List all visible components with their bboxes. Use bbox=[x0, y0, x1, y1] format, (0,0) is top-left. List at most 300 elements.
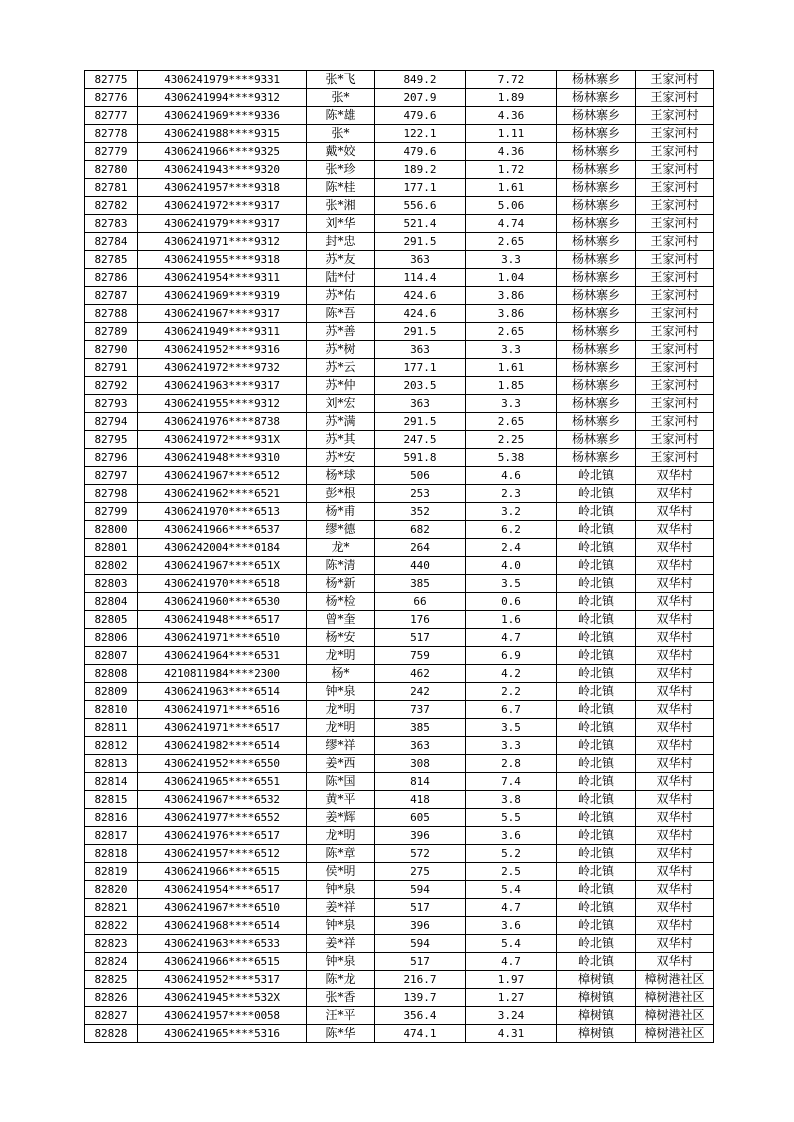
township-cell: 岭北镇 bbox=[557, 593, 636, 611]
id-number-cell: 4306241957****9318 bbox=[138, 179, 307, 197]
name-cell: 苏*佑 bbox=[307, 287, 375, 305]
id-number-cell: 4306241972****931X bbox=[138, 431, 307, 449]
row-number-cell: 82782 bbox=[85, 197, 138, 215]
amount-cell: 424.6 bbox=[375, 305, 466, 323]
area-cell: 3.24 bbox=[466, 1007, 557, 1025]
township-cell: 樟树镇 bbox=[557, 971, 636, 989]
area-cell: 2.65 bbox=[466, 413, 557, 431]
row-number-cell: 82816 bbox=[85, 809, 138, 827]
area-cell: 3.3 bbox=[466, 737, 557, 755]
table-row bbox=[85, 305, 714, 323]
id-number-cell: 4306241949****9311 bbox=[138, 323, 307, 341]
amount-cell: 177.1 bbox=[375, 359, 466, 377]
name-cell: 曾*奎 bbox=[307, 611, 375, 629]
id-number-cell: 4306241957****0058 bbox=[138, 1007, 307, 1025]
id-number-cell: 4306241952****9316 bbox=[138, 341, 307, 359]
row-number-cell: 82779 bbox=[85, 143, 138, 161]
table-row bbox=[85, 539, 714, 557]
row-number-cell: 82788 bbox=[85, 305, 138, 323]
id-number-cell: 4306241979****9331 bbox=[138, 71, 307, 89]
id-number-cell: 4306241967****6510 bbox=[138, 899, 307, 917]
table-row bbox=[85, 341, 714, 359]
name-cell: 杨* bbox=[307, 665, 375, 683]
area-cell: 7.4 bbox=[466, 773, 557, 791]
amount-cell: 385 bbox=[375, 719, 466, 737]
area-cell: 3.3 bbox=[466, 341, 557, 359]
table-row bbox=[85, 431, 714, 449]
village-cell: 樟树港社区 bbox=[636, 971, 714, 989]
name-cell: 张*珍 bbox=[307, 161, 375, 179]
table-row bbox=[85, 467, 714, 485]
amount-cell: 737 bbox=[375, 701, 466, 719]
row-number-cell: 82806 bbox=[85, 629, 138, 647]
name-cell: 陈*华 bbox=[307, 1025, 375, 1043]
table-row bbox=[85, 395, 714, 413]
village-cell: 王家河村 bbox=[636, 89, 714, 107]
row-number-cell: 82792 bbox=[85, 377, 138, 395]
table-row bbox=[85, 557, 714, 575]
area-cell: 5.2 bbox=[466, 845, 557, 863]
village-cell: 王家河村 bbox=[636, 449, 714, 467]
name-cell: 苏*其 bbox=[307, 431, 375, 449]
amount-cell: 308 bbox=[375, 755, 466, 773]
table-row bbox=[85, 737, 714, 755]
township-cell: 岭北镇 bbox=[557, 611, 636, 629]
name-cell: 龙*明 bbox=[307, 701, 375, 719]
township-cell: 杨林寨乡 bbox=[557, 305, 636, 323]
amount-cell: 849.2 bbox=[375, 71, 466, 89]
area-cell: 3.5 bbox=[466, 719, 557, 737]
row-number-cell: 82775 bbox=[85, 71, 138, 89]
table-row bbox=[85, 521, 714, 539]
id-number-cell: 4306241969****9319 bbox=[138, 287, 307, 305]
amount-cell: 264 bbox=[375, 539, 466, 557]
amount-cell: 242 bbox=[375, 683, 466, 701]
amount-cell: 521.4 bbox=[375, 215, 466, 233]
table-row bbox=[85, 629, 714, 647]
amount-cell: 177.1 bbox=[375, 179, 466, 197]
name-cell: 刘*华 bbox=[307, 215, 375, 233]
table-row bbox=[85, 953, 714, 971]
township-cell: 岭北镇 bbox=[557, 809, 636, 827]
village-cell: 双华村 bbox=[636, 539, 714, 557]
table-body bbox=[85, 71, 714, 1043]
row-number-cell: 82811 bbox=[85, 719, 138, 737]
amount-cell: 352 bbox=[375, 503, 466, 521]
township-cell: 杨林寨乡 bbox=[557, 287, 636, 305]
township-cell: 岭北镇 bbox=[557, 755, 636, 773]
village-cell: 双华村 bbox=[636, 899, 714, 917]
row-number-cell: 82821 bbox=[85, 899, 138, 917]
id-number-cell: 4306241976****8738 bbox=[138, 413, 307, 431]
id-number-cell: 4306241971****6510 bbox=[138, 629, 307, 647]
table-row bbox=[85, 899, 714, 917]
table-row bbox=[85, 269, 714, 287]
amount-cell: 517 bbox=[375, 899, 466, 917]
row-number-cell: 82778 bbox=[85, 125, 138, 143]
row-number-cell: 82802 bbox=[85, 557, 138, 575]
row-number-cell: 82805 bbox=[85, 611, 138, 629]
amount-cell: 291.5 bbox=[375, 233, 466, 251]
township-cell: 岭北镇 bbox=[557, 557, 636, 575]
id-number-cell: 4306241971****6516 bbox=[138, 701, 307, 719]
table-row bbox=[85, 845, 714, 863]
area-cell: 1.89 bbox=[466, 89, 557, 107]
name-cell: 杨*球 bbox=[307, 467, 375, 485]
row-number-cell: 82797 bbox=[85, 467, 138, 485]
area-cell: 2.3 bbox=[466, 485, 557, 503]
area-cell: 3.3 bbox=[466, 395, 557, 413]
amount-cell: 291.5 bbox=[375, 413, 466, 431]
name-cell: 缪*德 bbox=[307, 521, 375, 539]
amount-cell: 605 bbox=[375, 809, 466, 827]
row-number-cell: 82804 bbox=[85, 593, 138, 611]
township-cell: 杨林寨乡 bbox=[557, 143, 636, 161]
area-cell: 1.61 bbox=[466, 179, 557, 197]
id-number-cell: 4306241967****6532 bbox=[138, 791, 307, 809]
id-number-cell: 4306241971****6517 bbox=[138, 719, 307, 737]
amount-cell: 682 bbox=[375, 521, 466, 539]
village-cell: 双华村 bbox=[636, 503, 714, 521]
amount-cell: 114.4 bbox=[375, 269, 466, 287]
table-row bbox=[85, 197, 714, 215]
township-cell: 杨林寨乡 bbox=[557, 449, 636, 467]
row-number-cell: 82828 bbox=[85, 1025, 138, 1043]
area-cell: 5.5 bbox=[466, 809, 557, 827]
amount-cell: 385 bbox=[375, 575, 466, 593]
area-cell: 3.86 bbox=[466, 287, 557, 305]
id-number-cell: 4306241955****9318 bbox=[138, 251, 307, 269]
name-cell: 苏*安 bbox=[307, 449, 375, 467]
name-cell: 陈*吾 bbox=[307, 305, 375, 323]
area-cell: 4.31 bbox=[466, 1025, 557, 1043]
row-number-cell: 82785 bbox=[85, 251, 138, 269]
area-cell: 4.36 bbox=[466, 107, 557, 125]
id-number-cell: 4306241994****9312 bbox=[138, 89, 307, 107]
amount-cell: 474.1 bbox=[375, 1025, 466, 1043]
name-cell: 张*香 bbox=[307, 989, 375, 1007]
amount-cell: 363 bbox=[375, 251, 466, 269]
name-cell: 杨*检 bbox=[307, 593, 375, 611]
village-cell: 双华村 bbox=[636, 917, 714, 935]
township-cell: 杨林寨乡 bbox=[557, 413, 636, 431]
village-cell: 双华村 bbox=[636, 593, 714, 611]
township-cell: 岭北镇 bbox=[557, 953, 636, 971]
area-cell: 1.11 bbox=[466, 125, 557, 143]
area-cell: 2.65 bbox=[466, 233, 557, 251]
township-cell: 岭北镇 bbox=[557, 827, 636, 845]
name-cell: 苏*满 bbox=[307, 413, 375, 431]
area-cell: 5.06 bbox=[466, 197, 557, 215]
area-cell: 7.72 bbox=[466, 71, 557, 89]
village-cell: 双华村 bbox=[636, 557, 714, 575]
amount-cell: 517 bbox=[375, 629, 466, 647]
table-row bbox=[85, 449, 714, 467]
id-number-cell: 4306241966****9325 bbox=[138, 143, 307, 161]
amount-cell: 591.8 bbox=[375, 449, 466, 467]
township-cell: 岭北镇 bbox=[557, 935, 636, 953]
township-cell: 岭北镇 bbox=[557, 701, 636, 719]
table-row bbox=[85, 683, 714, 701]
name-cell: 张* bbox=[307, 125, 375, 143]
id-number-cell: 4306241972****9317 bbox=[138, 197, 307, 215]
village-cell: 双华村 bbox=[636, 791, 714, 809]
table-row bbox=[85, 755, 714, 773]
area-cell: 0.6 bbox=[466, 593, 557, 611]
table-row bbox=[85, 863, 714, 881]
area-cell: 2.2 bbox=[466, 683, 557, 701]
table-row bbox=[85, 827, 714, 845]
row-number-cell: 82781 bbox=[85, 179, 138, 197]
area-cell: 2.4 bbox=[466, 539, 557, 557]
id-number-cell: 4306241954****6517 bbox=[138, 881, 307, 899]
amount-cell: 396 bbox=[375, 827, 466, 845]
township-cell: 杨林寨乡 bbox=[557, 341, 636, 359]
amount-cell: 396 bbox=[375, 917, 466, 935]
village-cell: 王家河村 bbox=[636, 161, 714, 179]
id-number-cell: 4306241965****5316 bbox=[138, 1025, 307, 1043]
amount-cell: 216.7 bbox=[375, 971, 466, 989]
name-cell: 杨*安 bbox=[307, 629, 375, 647]
area-cell: 4.7 bbox=[466, 953, 557, 971]
table-row bbox=[85, 323, 714, 341]
table-row bbox=[85, 485, 714, 503]
table-row bbox=[85, 503, 714, 521]
area-cell: 4.36 bbox=[466, 143, 557, 161]
id-number-cell: 4306241964****6531 bbox=[138, 647, 307, 665]
area-cell: 4.7 bbox=[466, 899, 557, 917]
name-cell: 姜*祥 bbox=[307, 899, 375, 917]
township-cell: 岭北镇 bbox=[557, 647, 636, 665]
area-cell: 3.6 bbox=[466, 827, 557, 845]
area-cell: 5.4 bbox=[466, 935, 557, 953]
name-cell: 钟*泉 bbox=[307, 881, 375, 899]
table-row bbox=[85, 287, 714, 305]
village-cell: 王家河村 bbox=[636, 413, 714, 431]
township-cell: 杨林寨乡 bbox=[557, 89, 636, 107]
id-number-cell: 4306241963****9317 bbox=[138, 377, 307, 395]
village-cell: 王家河村 bbox=[636, 233, 714, 251]
table-row bbox=[85, 1025, 714, 1043]
amount-cell: 440 bbox=[375, 557, 466, 575]
row-number-cell: 82789 bbox=[85, 323, 138, 341]
amount-cell: 418 bbox=[375, 791, 466, 809]
table-row bbox=[85, 89, 714, 107]
name-cell: 戴*姣 bbox=[307, 143, 375, 161]
amount-cell: 479.6 bbox=[375, 107, 466, 125]
township-cell: 岭北镇 bbox=[557, 665, 636, 683]
amount-cell: 122.1 bbox=[375, 125, 466, 143]
township-cell: 杨林寨乡 bbox=[557, 107, 636, 125]
row-number-cell: 82798 bbox=[85, 485, 138, 503]
amount-cell: 207.9 bbox=[375, 89, 466, 107]
name-cell: 张* bbox=[307, 89, 375, 107]
township-cell: 岭北镇 bbox=[557, 863, 636, 881]
amount-cell: 506 bbox=[375, 467, 466, 485]
amount-cell: 363 bbox=[375, 341, 466, 359]
row-number-cell: 82786 bbox=[85, 269, 138, 287]
name-cell: 苏*云 bbox=[307, 359, 375, 377]
village-cell: 王家河村 bbox=[636, 377, 714, 395]
township-cell: 岭北镇 bbox=[557, 791, 636, 809]
township-cell: 岭北镇 bbox=[557, 773, 636, 791]
id-number-cell: 4306241948****9310 bbox=[138, 449, 307, 467]
id-number-cell: 4306241945****532X bbox=[138, 989, 307, 1007]
row-number-cell: 82800 bbox=[85, 521, 138, 539]
village-cell: 双华村 bbox=[636, 881, 714, 899]
id-number-cell: 4306241972****9732 bbox=[138, 359, 307, 377]
township-cell: 岭北镇 bbox=[557, 485, 636, 503]
township-cell: 杨林寨乡 bbox=[557, 395, 636, 413]
name-cell: 苏*善 bbox=[307, 323, 375, 341]
amount-cell: 66 bbox=[375, 593, 466, 611]
table-row bbox=[85, 125, 714, 143]
village-cell: 王家河村 bbox=[636, 125, 714, 143]
table-row bbox=[85, 791, 714, 809]
id-number-cell: 4306241982****6514 bbox=[138, 737, 307, 755]
amount-cell: 479.6 bbox=[375, 143, 466, 161]
township-cell: 樟树镇 bbox=[557, 1025, 636, 1043]
name-cell: 苏*仲 bbox=[307, 377, 375, 395]
row-number-cell: 82827 bbox=[85, 1007, 138, 1025]
table-row bbox=[85, 107, 714, 125]
area-cell: 4.74 bbox=[466, 215, 557, 233]
name-cell: 陆*付 bbox=[307, 269, 375, 287]
table-row bbox=[85, 647, 714, 665]
table-row bbox=[85, 575, 714, 593]
village-cell: 双华村 bbox=[636, 737, 714, 755]
township-cell: 樟树镇 bbox=[557, 1007, 636, 1025]
amount-cell: 363 bbox=[375, 737, 466, 755]
row-number-cell: 82817 bbox=[85, 827, 138, 845]
name-cell: 姜*辉 bbox=[307, 809, 375, 827]
table-row bbox=[85, 593, 714, 611]
row-number-cell: 82796 bbox=[85, 449, 138, 467]
id-number-cell: 4306241954****9311 bbox=[138, 269, 307, 287]
table-row bbox=[85, 719, 714, 737]
village-cell: 双华村 bbox=[636, 827, 714, 845]
id-number-cell: 4306241962****6521 bbox=[138, 485, 307, 503]
name-cell: 姜*西 bbox=[307, 755, 375, 773]
amount-cell: 363 bbox=[375, 395, 466, 413]
amount-cell: 291.5 bbox=[375, 323, 466, 341]
amount-cell: 189.2 bbox=[375, 161, 466, 179]
row-number-cell: 82777 bbox=[85, 107, 138, 125]
area-cell: 6.7 bbox=[466, 701, 557, 719]
township-cell: 岭北镇 bbox=[557, 503, 636, 521]
table-row bbox=[85, 611, 714, 629]
name-cell: 龙*明 bbox=[307, 647, 375, 665]
township-cell: 杨林寨乡 bbox=[557, 71, 636, 89]
name-cell: 张*飞 bbox=[307, 71, 375, 89]
row-number-cell: 82793 bbox=[85, 395, 138, 413]
name-cell: 杨*新 bbox=[307, 575, 375, 593]
id-number-cell: 4210811984****2300 bbox=[138, 665, 307, 683]
id-number-cell: 4306241970****6518 bbox=[138, 575, 307, 593]
table-row bbox=[85, 233, 714, 251]
amount-cell: 517 bbox=[375, 953, 466, 971]
amount-cell: 356.4 bbox=[375, 1007, 466, 1025]
township-cell: 岭北镇 bbox=[557, 737, 636, 755]
village-cell: 双华村 bbox=[636, 647, 714, 665]
area-cell: 6.2 bbox=[466, 521, 557, 539]
name-cell: 陈*清 bbox=[307, 557, 375, 575]
name-cell: 刘*宏 bbox=[307, 395, 375, 413]
township-cell: 岭北镇 bbox=[557, 521, 636, 539]
name-cell: 苏*友 bbox=[307, 251, 375, 269]
township-cell: 杨林寨乡 bbox=[557, 323, 636, 341]
township-cell: 岭北镇 bbox=[557, 719, 636, 737]
table-row bbox=[85, 773, 714, 791]
name-cell: 龙*明 bbox=[307, 719, 375, 737]
name-cell: 龙*明 bbox=[307, 827, 375, 845]
village-cell: 双华村 bbox=[636, 467, 714, 485]
name-cell: 杨*甫 bbox=[307, 503, 375, 521]
village-cell: 王家河村 bbox=[636, 269, 714, 287]
amount-cell: 594 bbox=[375, 935, 466, 953]
id-number-cell: 4306241960****6530 bbox=[138, 593, 307, 611]
township-cell: 杨林寨乡 bbox=[557, 233, 636, 251]
township-cell: 杨林寨乡 bbox=[557, 197, 636, 215]
area-cell: 3.5 bbox=[466, 575, 557, 593]
township-cell: 杨林寨乡 bbox=[557, 125, 636, 143]
name-cell: 缪*祥 bbox=[307, 737, 375, 755]
village-cell: 双华村 bbox=[636, 845, 714, 863]
table-row bbox=[85, 665, 714, 683]
id-number-cell: 4306241971****9312 bbox=[138, 233, 307, 251]
id-number-cell: 4306241970****6513 bbox=[138, 503, 307, 521]
township-cell: 岭北镇 bbox=[557, 845, 636, 863]
row-number-cell: 82819 bbox=[85, 863, 138, 881]
table-row bbox=[85, 701, 714, 719]
id-number-cell: 4306241955****9312 bbox=[138, 395, 307, 413]
township-cell: 岭北镇 bbox=[557, 539, 636, 557]
row-number-cell: 82790 bbox=[85, 341, 138, 359]
area-cell: 4.0 bbox=[466, 557, 557, 575]
amount-cell: 203.5 bbox=[375, 377, 466, 395]
name-cell: 钟*泉 bbox=[307, 917, 375, 935]
table-row bbox=[85, 143, 714, 161]
row-number-cell: 82810 bbox=[85, 701, 138, 719]
village-cell: 王家河村 bbox=[636, 323, 714, 341]
name-cell: 陈*章 bbox=[307, 845, 375, 863]
village-cell: 樟树港社区 bbox=[636, 1025, 714, 1043]
row-number-cell: 82812 bbox=[85, 737, 138, 755]
table-row bbox=[85, 935, 714, 953]
table-row bbox=[85, 989, 714, 1007]
table-row bbox=[85, 161, 714, 179]
id-number-cell: 4306241965****6551 bbox=[138, 773, 307, 791]
id-number-cell: 4306241976****6517 bbox=[138, 827, 307, 845]
name-cell: 龙* bbox=[307, 539, 375, 557]
table-row bbox=[85, 413, 714, 431]
village-cell: 双华村 bbox=[636, 809, 714, 827]
name-cell: 陈*龙 bbox=[307, 971, 375, 989]
area-cell: 3.2 bbox=[466, 503, 557, 521]
area-cell: 4.2 bbox=[466, 665, 557, 683]
name-cell: 钟*泉 bbox=[307, 953, 375, 971]
row-number-cell: 82818 bbox=[85, 845, 138, 863]
table-row bbox=[85, 71, 714, 89]
id-number-cell: 4306241967****9317 bbox=[138, 305, 307, 323]
area-cell: 2.65 bbox=[466, 323, 557, 341]
township-cell: 杨林寨乡 bbox=[557, 431, 636, 449]
id-number-cell: 4306241948****6517 bbox=[138, 611, 307, 629]
township-cell: 杨林寨乡 bbox=[557, 269, 636, 287]
id-number-cell: 4306242004****0184 bbox=[138, 539, 307, 557]
area-cell: 3.86 bbox=[466, 305, 557, 323]
table-row bbox=[85, 215, 714, 233]
